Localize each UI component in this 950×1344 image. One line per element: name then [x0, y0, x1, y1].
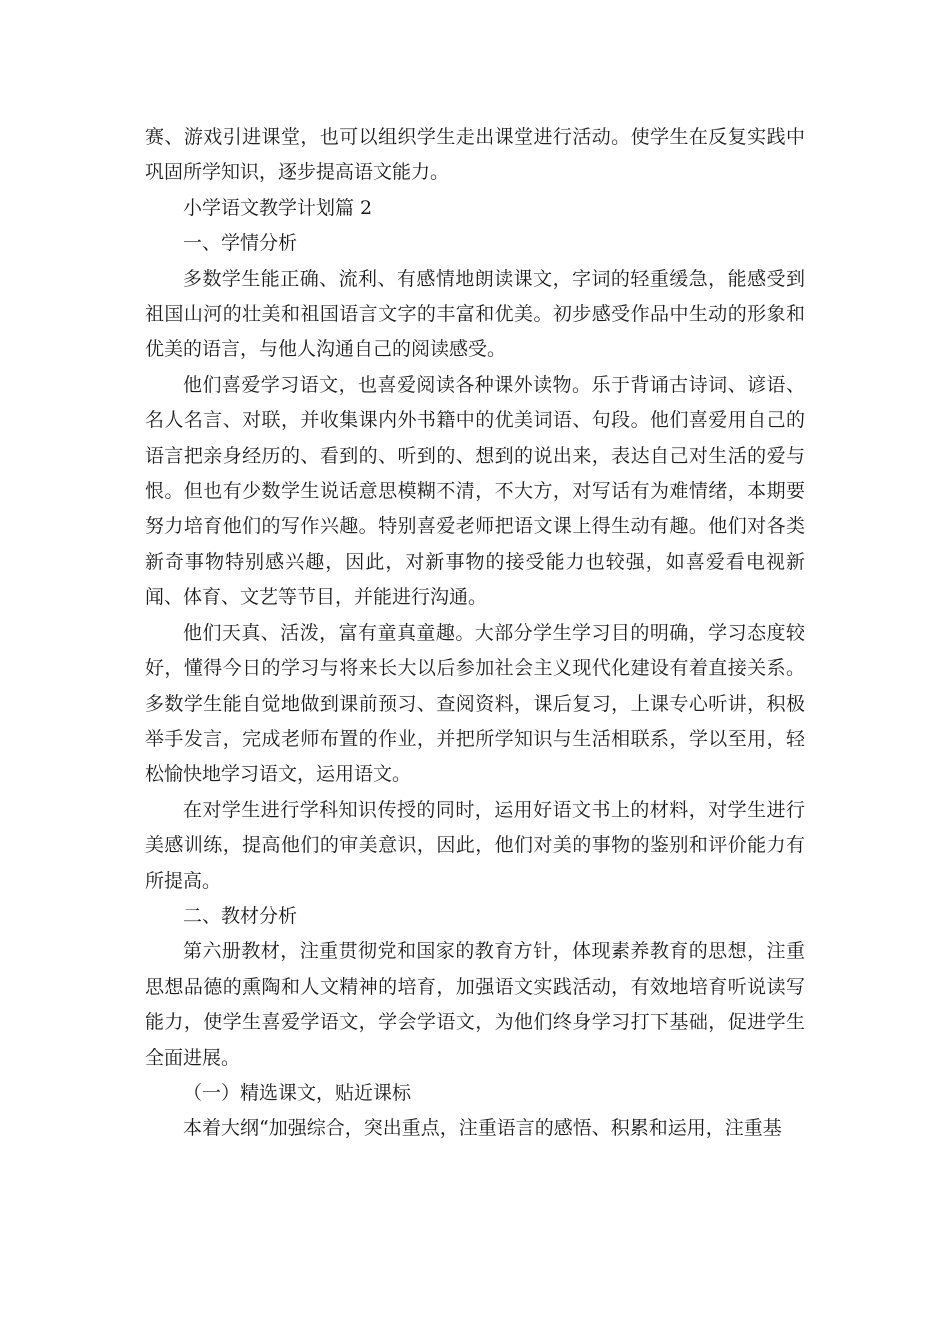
- section-title: 小学语文教学计划篇 2: [183, 196, 373, 219]
- paragraph: 本着大纲“加强综合，突出重点，注重语言的感悟、积累和运用，注重基: [183, 1117, 782, 1140]
- document-body: [145, 120, 805, 1147]
- continued-paragraph: 赛、游戏引进课堂，也可以组织学生走出课堂进行活动。使学生在反复实践中巩固所学知识，逐步提高语文能力。: [145, 126, 805, 184]
- paragraph: 他们喜爱学习语文，也喜爱阅读各种课外读物。乐于背诵古诗词、谚语、名人名言、对联，并收集课内外书籍中的优美词语、句段。他们喜爱用自己的语言把亲身经历的、看到的、听到的、想到的说出来，表达自己对生活的爱与恨。但也有少数学生说话意思模糊不清，不大方，对写话有为难情绪，本期要努力培育他们的写作兴趣。特别喜爱老师把语文课上得生动有趣。他们对各类新奇事物特别感兴趣，因此，对新事物的接受能力也较强，如喜爱看电视新闻、体育、文艺等节目，并能进行沟通。: [145, 373, 805, 609]
- subheading-selected-texts: （一）精选课文，贴近课标: [183, 1081, 412, 1104]
- paragraph: 在对学生进行学科知识传授的同时，运用好语文书上的材料，对学生进行美感训练，提高他们的审美意识，因此，他们对美的事物的鉴别和评价能力有所提高。: [145, 798, 805, 892]
- paragraph: 多数学生能正确、流利、有感情地朗读课文，字词的轻重缓急，能感受到祖国山河的壮美和祖国语言文字的丰富和优美。初步感受作品中生动的形象和优美的语言，与他人沟通自己的阅读感受。: [145, 267, 805, 361]
- paragraph: 他们天真、活泼，富有童真童趣。大部分学生学习目的明确，学习态度较好，懂得今日的学习与将来长大以后参加社会主义现代化建设有着直接关系。多数学生能自觉地做到课前预习、查阅资料，课后复习，上课专心听讲，积极举手发言，完成老师布置的作业，并把所学知识与生活相联系，学以至用，轻松愉快地学习语文，运用语文。: [145, 621, 805, 786]
- paragraph: 第六册教材，注重贯彻党和国家的教育方针，体现素养教育的思想，注重思想品德的熏陶和人文精神的培育，加强语文实践活动，有效地培育听说读写能力，使学生喜爱学语文，学会学语文，为他们终身学习打下基础，促进学生全面进展。: [145, 940, 805, 1069]
- heading-learning-analysis: 一、学情分析: [183, 232, 298, 255]
- heading-textbook-analysis: 二、教材分析: [183, 904, 298, 927]
